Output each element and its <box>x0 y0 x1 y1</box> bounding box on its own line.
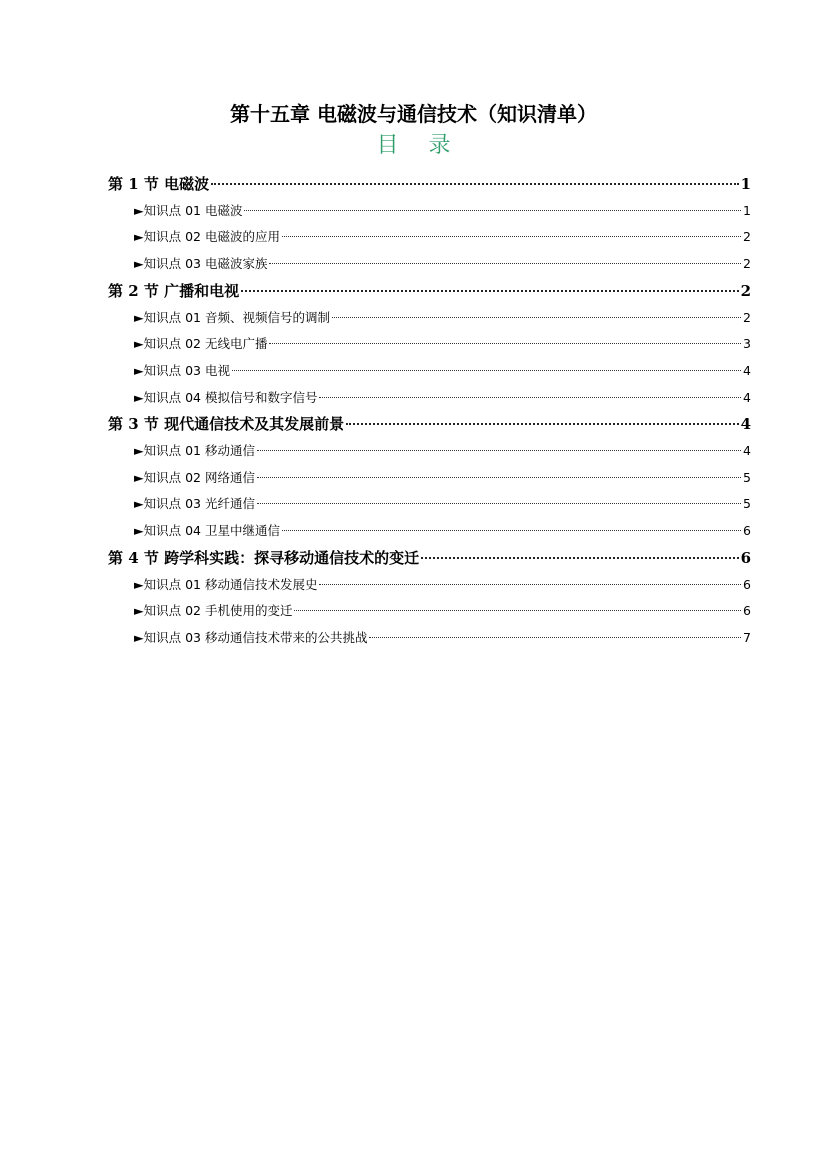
toc-section-entry[interactable] <box>108 171 751 197</box>
toc-dot-leader <box>257 450 741 451</box>
toc-point-entry[interactable] <box>134 572 751 598</box>
toc-entry-label: ►知识点 01 移动通信 <box>134 443 255 458</box>
toc-point-entry[interactable] <box>134 465 751 491</box>
toc-page-number: 5 <box>743 496 751 512</box>
toc-point-entry[interactable] <box>134 358 751 384</box>
toc-dot-leader <box>244 210 741 211</box>
toc-page-number: 1 <box>743 202 751 218</box>
toc-point-entry[interactable] <box>134 625 751 651</box>
toc-point-entry[interactable] <box>134 251 751 277</box>
toc-dot-leader <box>232 370 741 371</box>
toc-page-number: 5 <box>743 469 751 485</box>
toc-entry-label: ►知识点 03 光纤通信 <box>134 496 255 512</box>
toc-dot-leader <box>269 343 741 344</box>
toc-page-number: 3 <box>743 336 751 352</box>
toc-point-entry[interactable] <box>134 331 751 357</box>
toc-point-entry[interactable] <box>134 198 751 224</box>
toc-dot-leader <box>241 290 738 292</box>
toc-entry-label: ►知识点 03 移动通信技术带来的公共挑战 <box>134 629 368 645</box>
toc-point-entry[interactable] <box>134 598 751 624</box>
toc-page-number: 7 <box>743 629 751 645</box>
toc-section-entry[interactable] <box>108 545 751 571</box>
toc-page-number: 4 <box>743 362 751 378</box>
toc-page-number: 2 <box>740 281 751 300</box>
toc-point-entry[interactable] <box>134 518 751 544</box>
toc-dot-leader <box>346 423 738 425</box>
toc-page-number: 6 <box>743 603 751 619</box>
toc-entry-label: 第 1 节 电磁波 <box>108 175 210 193</box>
toc-dot-leader <box>421 557 738 559</box>
document-title: 第十五章 电磁波与通信技术（知识清单） <box>230 102 597 126</box>
toc-entry-label: ►知识点 02 电磁波的应用 <box>134 229 280 245</box>
toc-dot-leader <box>257 503 741 504</box>
toc-point-entry[interactable] <box>134 224 751 250</box>
toc-page-number: 4 <box>740 415 751 434</box>
toc-page-number: 4 <box>743 389 751 405</box>
toc-dot-leader <box>282 530 741 531</box>
toc-point-entry[interactable] <box>134 385 751 411</box>
toc-dot-leader <box>332 317 741 318</box>
toc-page-number: 4 <box>743 443 751 458</box>
toc-heading: 目录 <box>376 133 481 158</box>
toc-dot-leader <box>257 477 741 478</box>
toc-entry-label: ►知识点 01 音频、视频信号的调制 <box>134 309 330 325</box>
toc-dot-leader <box>211 183 738 185</box>
toc-section-entry[interactable] <box>108 411 751 437</box>
toc-entry-label: ►知识点 01 移动通信技术发展史 <box>134 576 318 592</box>
toc-entry-label: 第 3 节 现代通信技术及其发展前景 <box>108 415 345 434</box>
toc-point-entry[interactable] <box>134 305 751 331</box>
toc-point-entry[interactable] <box>134 438 751 464</box>
toc-page-number: 1 <box>740 175 751 193</box>
toc-entry-label: ►知识点 03 电磁波家族 <box>134 256 268 272</box>
toc-entry-label: 第 4 节 跨学科实践：探寻移动通信技术的变迁 <box>108 548 420 567</box>
toc-entry-label: ►知识点 02 网络通信 <box>134 469 255 485</box>
toc-page-number: 2 <box>743 309 751 325</box>
toc-page-number: 6 <box>743 523 751 539</box>
toc-page-number: 2 <box>743 229 751 245</box>
toc-dot-leader <box>369 637 741 638</box>
toc-page-number: 2 <box>743 256 751 272</box>
toc-entry-label: ►知识点 02 手机使用的变迁 <box>134 603 293 619</box>
toc-entry-label: ►知识点 04 模拟信号和数字信号 <box>134 389 318 405</box>
toc-dot-leader <box>319 397 741 398</box>
toc-dot-leader <box>294 610 741 611</box>
toc-page-number: 6 <box>743 576 751 592</box>
toc-dot-leader <box>319 584 741 585</box>
toc-entry-label: ►知识点 02 无线电广播 <box>134 336 268 352</box>
toc-section-entry[interactable] <box>108 278 751 304</box>
toc-entry-label: ►知识点 01 电磁波 <box>134 202 243 218</box>
toc-dot-leader <box>282 236 741 237</box>
toc-entry-label: ►知识点 03 电视 <box>134 362 230 378</box>
toc-entry-label: 第 2 节 广播和电视 <box>108 281 240 300</box>
toc-entry-label: ►知识点 04 卫星中继通信 <box>134 523 280 539</box>
toc-point-entry[interactable] <box>134 491 751 517</box>
toc-page-number: 6 <box>740 548 751 567</box>
toc-dot-leader <box>269 263 741 264</box>
